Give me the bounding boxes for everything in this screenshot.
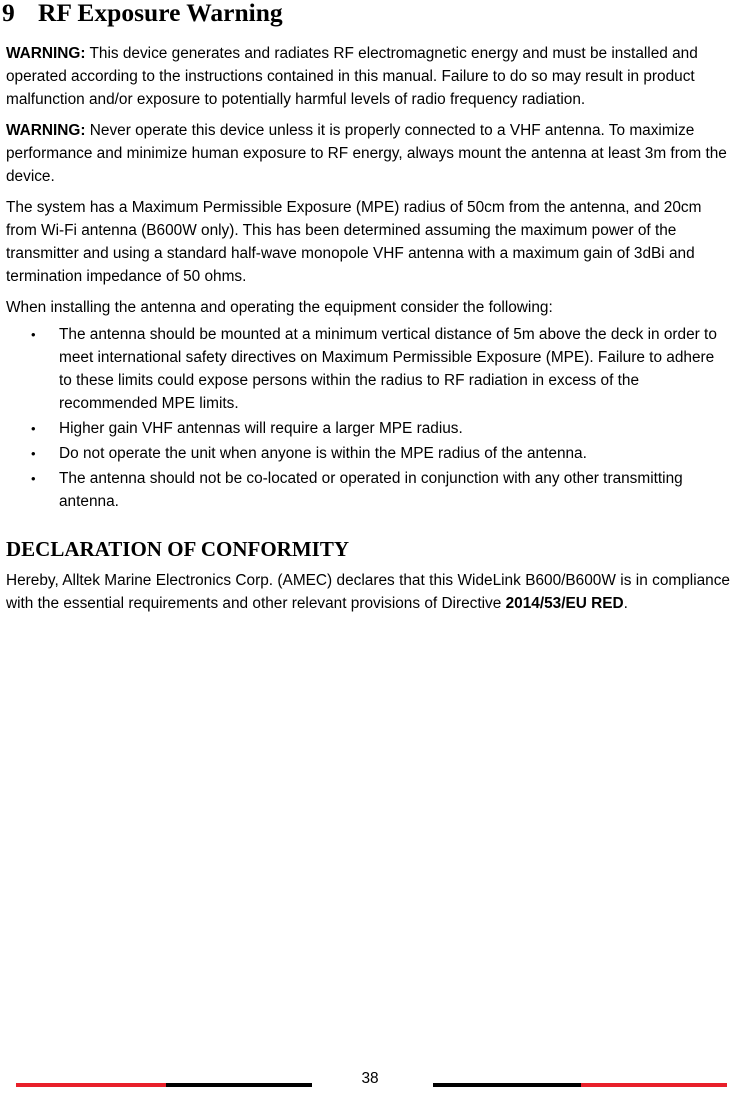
install-guidelines-list (6, 323, 730, 513)
list-item-text: Higher gain VHF antennas will require a larger MPE radius. (59, 420, 463, 437)
declaration-paragraph (6, 569, 730, 615)
footer-rule-right-black (433, 1083, 581, 1087)
bullet-icon: • (31, 471, 36, 486)
bullet-icon: • (31, 421, 36, 436)
warning-label: WARNING: (6, 122, 86, 139)
list-item-text: The antenna should not be co-located or operated in conjunction with any other transmitting antenna. (59, 470, 683, 510)
footer-rule-right-red (581, 1083, 727, 1087)
warning-text: Never operate this device unless it is properly connected to a VHF antenna. To maximize performance and minimize human exposure to RF energy, always mount the antenna at least 3m from the device. (6, 122, 727, 185)
directive-reference: 2014/53/EU RED (505, 595, 624, 612)
bullet-icon: • (31, 446, 36, 461)
list-item-text: The antenna should be mounted at a minimum vertical distance of 5m above the deck in order to meet international safety directives on Maximum Permissible Exposure (MPE). Failure to adhere to these limits could expose persons within the radius to RF radiation in excess of the recommended MPE limits. (59, 326, 717, 412)
footer-rule-left-black (166, 1083, 312, 1087)
declaration-text-end: . (623, 595, 628, 612)
list-item (6, 417, 730, 440)
list-item (6, 442, 730, 465)
warning-paragraph-1 (6, 42, 730, 111)
footer-rule-left-red (16, 1083, 166, 1087)
declaration-text: Hereby, Alltek Marine Electronics Corp. (AMEC) declares that this WideLink B600/B600W is in compliance with the essential requirements and other relevant provisions of Directive (6, 572, 730, 612)
section-heading (2, 0, 283, 29)
page-footer (0, 1064, 732, 1093)
install-intro: When installing the antenna and operating the equipment consider the following: (6, 299, 553, 316)
declaration-heading: DECLARATION OF CONFORMITY (6, 537, 350, 561)
section-number: 9 (2, 0, 15, 27)
list-item-text: Do not operate the unit when anyone is within the MPE radius of the antenna. (59, 445, 587, 462)
bullet-icon: • (31, 327, 36, 342)
list-item (6, 323, 730, 415)
warning-paragraph-2 (6, 119, 730, 188)
warning-label: WARNING: (6, 45, 86, 62)
list-item (6, 467, 730, 513)
mpe-paragraph: The system has a Maximum Permissible Exposure (MPE) radius of 50cm from the antenna, and 20cm from Wi-Fi antenna (B600W only). This has been determined assuming the maximum power of the transmitter and using a standard half-wave monopole VHF antenna with a maximum gain of 3dBi and termination impedance of 50 ohms. (6, 199, 702, 285)
section-body (6, 42, 730, 623)
page-number: 38 (361, 1070, 379, 1087)
warning-text: This device generates and radiates RF electromagnetic energy and must be installed and operated according to the instructions contained in this manual. Failure to do so may result in product malfunction and/or exposure to potentially harmful levels of radio frequency radiation. (6, 45, 698, 108)
section-title: RF Exposure Warning (38, 0, 283, 27)
